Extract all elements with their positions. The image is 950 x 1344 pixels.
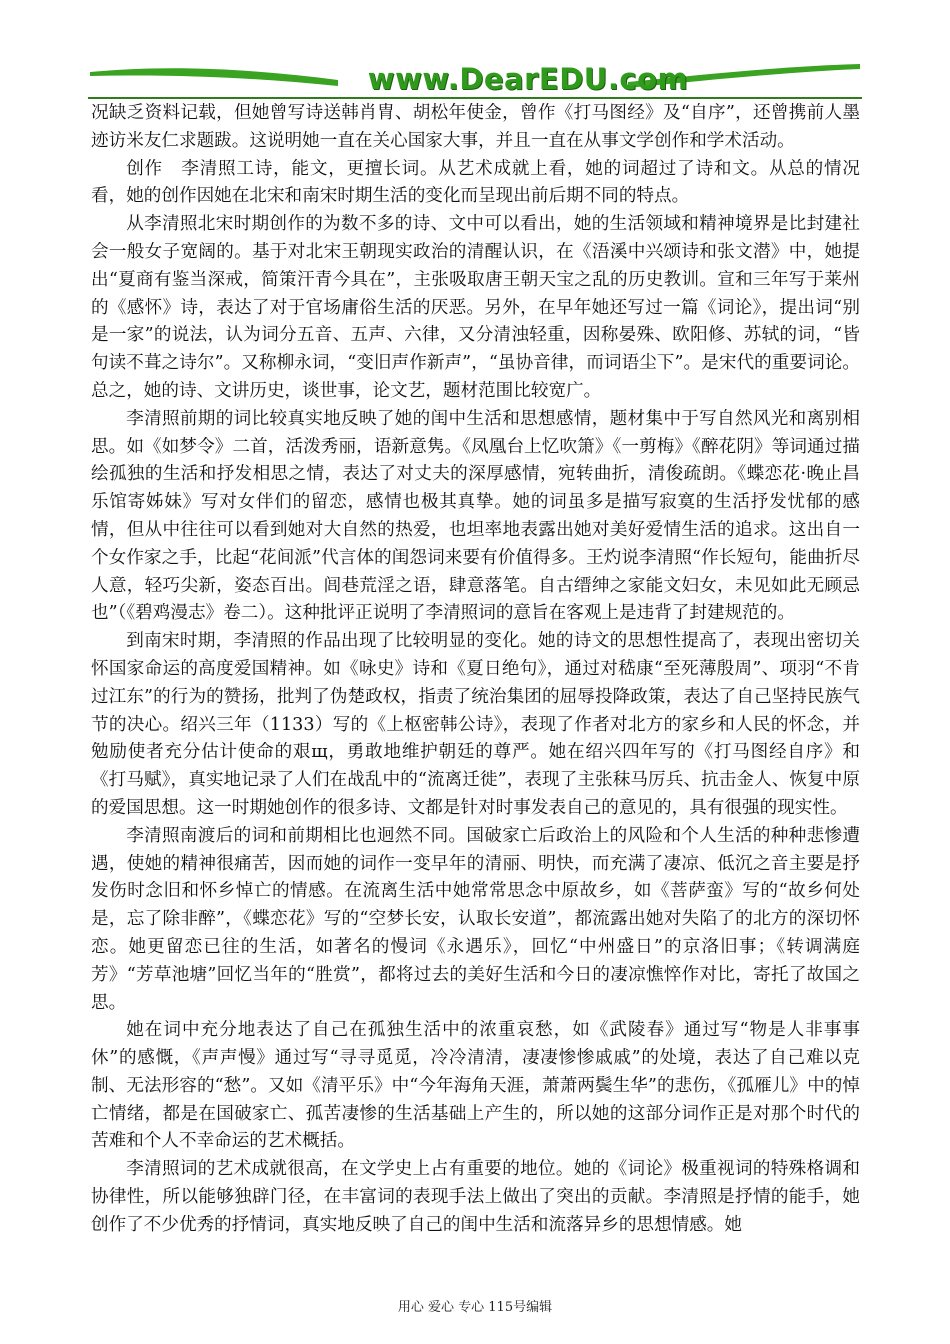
site-logo[interactable]: www.DearEDU.com — [367, 62, 689, 96]
paragraph: 李清照南渡后的词和前期相比也迥然不同。国破家亡后政治上的风险和个人生活的种种悲惨遭遇，使她的精神很痛苦，因而她的词作一变早年的清丽、明快，而充满了凄凉、低沉之音主要是抒发伤时念旧和怀乡悼亡的情感。在流离生活中她常常思念中原故乡，如《菩萨蛮》写的“故乡何处是，忘了除非醉”，《蝶恋花》写的“空梦长安，认取长安道”，都流露出她对失陷了的北方的深切怀恋。她更留恋已往的生活，如著名的慢词《永遇乐》，回忆“中州盛日”的京洛旧事；《转调满庭芳》“芳草池塘”回忆当年的“胜赏”，都将过去的美好生活和今日的凄凉憔悴作对比，寄托了故国之思。 — [91, 825, 860, 1013]
page-footer: 用心 爱心 专心 115号编辑 — [397, 1300, 553, 1315]
paragraph: 李清照前期的词比较真实地反映了她的闺中生活和思想感情，题材集中于写自然风光和离别相思。如《如梦令》二首，活泼秀丽，语新意隽。《凤凰台上忆吹箫》《一剪梅》《醉花阴》等词通过描绘孤独的生活和抒发相思之情，表达了对丈夫的深厚感情，宛转曲折，清俊疏朗。《蝶恋花·晚止昌乐馆寄姊妹》写对女伴们的留恋，感情也极其真挚。她的词虽多是描写寂寞的生活抒发忧郁的感情，但从中往往可以看到她对大自然的热爱，也坦率地表露出她对美好爱情生活的追求。这出自一个女作家之手，比起“花间派”代言体的闺怨词来要有价值得多。王灼说李清照“作长短句，能曲折尽人意，轻巧尖新，姿态百出。闾巷荒淫之语，肆意落笔。自古缙绅之家能文妇女，未见如此无顾忌也”（《碧鸡漫志》卷二）。这种批评正说明了李清照词的意旨在客观上是违背了封建规范的。 — [91, 408, 860, 624]
paragraph: 创作 李清照工诗，能文，更擅长词。从艺术成就上看，她的词超过了诗和文。从总的情况看，她的创作因她在北宋和南宋时期生活的变化而呈现出前后期不同的特点。 — [91, 158, 860, 207]
site-header — [88, 52, 862, 102]
paragraph: 况缺乏资料记载，但她曾写诗送韩肖胄、胡松年使金，曾作《打马图经》及“自序”，还曾携前人墨迹访米友仁求题跋。这说明她一直在关心国家大事，并且一直在从事文学创作和学术活动。 — [91, 103, 860, 151]
paragraph: 到南宋时期，李清照的作品出现了比较明显的变化。她的诗文的思想性提高了，表现出密切关怀国家命运的高度爱国精神。如《咏史》诗和《夏日绝句》，通过对嵇康“至死薄殷周”、项羽“不肯过江东”的行为的赞扬，批判了伪楚政权，指责了统治集团的屈辱投降政策，表达了自己坚持民族气节的决心。绍兴三年（1133）写的《上枢密韩公诗》，表现了作者对北方的家乡和人民的怀念，并勉励使者充分估计使命的艰щ，勇敢地维护朝廷的尊严。她在绍兴四年写的《打马图经自序》和《打马赋》，真实地记录了人们在战乱中的“流离迁徙”，表现了主张秣马厉兵、抗击金人、恢复中原的爱国思想。这一时期她创作的很多诗、文都是针对时事发表自己的意见的，具有很强的现实性。 — [91, 631, 860, 818]
article-body — [91, 100, 860, 1240]
paragraph: 从李清照北宋时期创作的为数不多的诗、文中可以看出，她的生活领域和精神境界是比封建社会一般女子宽阔的。基于对北宋王朝现实政治的清醒认识，在《浯溪中兴颂诗和张文潜》中，她提出“夏商有鉴当深戒，简策汗青今具在”，主张吸取唐王朝天宝之乱的历史教训。宣和三年写于莱州的《感怀》诗，表达了对于官场庸俗生活的厌恶。另外，在早年她还写过一篇《词论》，提出词“别是一家”的说法，认为词分五音、五声、六律，又分清浊轻重，因称晏殊、欧阳修、苏轼的词，“皆句读不葺之诗尔”。又称柳永词，“变旧声作新声”，“虽协音律，而词语尘下”。是宋代的重要词论。总之，她的诗、文讲历史，谈世事，论文艺，题材范围比较宽广。 — [91, 214, 860, 401]
paragraph: 她在词中充分地表达了自己在孤独生活中的浓重哀愁，如《武陵春》通过写“物是人非事事休”的感慨，《声声慢》通过写“寻寻觅觅，冷冷清清，凄凄惨惨戚戚”的处境，表达了自己难以克制、无法形容的“愁”。又如《清平乐》中“今年海角天涯，萧萧两鬓生华”的悲伤，《孤雁儿》中的悼亡情绪，都是在国破家亡、孤苦凄惨的生活基础上产生的，所以她的这部分词作正是对那个时代的苦难和个人不幸命运的艺术概括。 — [91, 1020, 860, 1152]
paragraph: 李清照词的艺术成就很高，在文学史上占有重要的地位。她的《词论》极重视词的特殊格调和协律性，所以能够独辟门径，在丰富词的表现手法上做出了突出的贡献。李清照是抒情的能手，她创作了不少优秀的抒情词，真实地反映了自己的闺中生活和流落异乡的思想情感。她 — [91, 1159, 860, 1235]
